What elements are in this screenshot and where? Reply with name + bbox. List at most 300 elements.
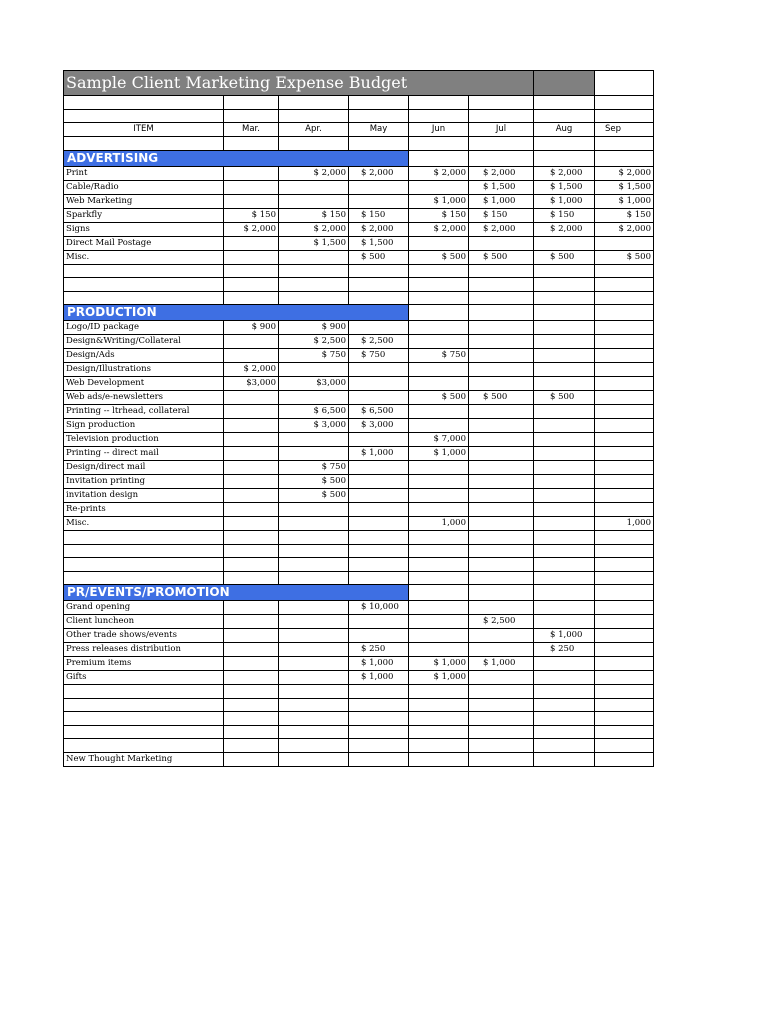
- empty-cell[interactable]: [224, 278, 279, 292]
- amount-cell-may[interactable]: [349, 194, 409, 208]
- amount-cell-sep[interactable]: $ 1,500: [595, 180, 654, 194]
- amount-cell-jul[interactable]: $ 500: [469, 250, 534, 264]
- amount-cell-apr[interactable]: $ 3,000: [279, 419, 349, 433]
- amount-cell-aug[interactable]: [534, 236, 595, 250]
- amount-cell-jul[interactable]: [469, 321, 534, 335]
- empty-cell[interactable]: [595, 150, 654, 166]
- amount-cell-apr[interactable]: $ 500: [279, 475, 349, 489]
- item-label-cell[interactable]: Re-prints: [64, 503, 224, 517]
- amount-cell-jun[interactable]: [409, 629, 469, 643]
- amount-cell-may[interactable]: [349, 629, 409, 643]
- amount-cell-jul[interactable]: [469, 377, 534, 391]
- empty-cell[interactable]: [469, 305, 534, 321]
- item-label-cell[interactable]: Gifts: [64, 671, 224, 685]
- empty-cell[interactable]: [469, 531, 534, 545]
- amount-cell-jun[interactable]: $ 1,000: [409, 194, 469, 208]
- column-header-mar[interactable]: Mar.: [224, 123, 279, 137]
- empty-cell[interactable]: [279, 96, 349, 110]
- empty-cell[interactable]: [595, 571, 654, 585]
- empty-cell[interactable]: [349, 712, 409, 726]
- empty-cell[interactable]: [409, 698, 469, 712]
- amount-cell-mar[interactable]: [224, 601, 279, 615]
- amount-cell-apr[interactable]: [279, 517, 349, 531]
- amount-cell-mar[interactable]: [224, 447, 279, 461]
- amount-cell-jun[interactable]: $ 2,000: [409, 222, 469, 236]
- amount-cell-sep[interactable]: [595, 503, 654, 517]
- amount-cell-jul[interactable]: $ 150: [469, 208, 534, 222]
- empty-cell[interactable]: [279, 544, 349, 558]
- amount-cell-apr[interactable]: [279, 643, 349, 657]
- amount-cell-may[interactable]: $ 6,500: [349, 405, 409, 419]
- amount-cell-aug[interactable]: [534, 321, 595, 335]
- empty-cell[interactable]: [224, 109, 279, 123]
- amount-cell-jun[interactable]: [409, 180, 469, 194]
- empty-cell[interactable]: [349, 531, 409, 545]
- amount-cell-aug[interactable]: [534, 615, 595, 629]
- amount-cell-apr[interactable]: $ 150: [279, 208, 349, 222]
- amount-cell-may[interactable]: [349, 503, 409, 517]
- amount-cell-sep[interactable]: [595, 349, 654, 363]
- amount-cell-apr[interactable]: [279, 363, 349, 377]
- amount-cell-jul[interactable]: [469, 236, 534, 250]
- amount-cell-sep[interactable]: [595, 321, 654, 335]
- empty-cell[interactable]: [469, 109, 534, 123]
- empty-cell[interactable]: [409, 305, 469, 321]
- amount-cell-may[interactable]: $ 500: [349, 250, 409, 264]
- amount-cell-aug[interactable]: [534, 419, 595, 433]
- empty-cell[interactable]: [534, 278, 595, 292]
- amount-cell-aug[interactable]: [534, 405, 595, 419]
- empty-cell[interactable]: [595, 698, 654, 712]
- empty-cell[interactable]: [595, 137, 654, 151]
- amount-cell-jun[interactable]: [409, 321, 469, 335]
- amount-cell-sep[interactable]: [595, 236, 654, 250]
- empty-cell[interactable]: [534, 109, 595, 123]
- empty-cell[interactable]: [349, 558, 409, 572]
- item-label-cell[interactable]: Invitation printing: [64, 475, 224, 489]
- amount-cell-sep[interactable]: [595, 419, 654, 433]
- amount-cell-aug[interactable]: [534, 335, 595, 349]
- amount-cell-jun[interactable]: [409, 419, 469, 433]
- amount-cell-mar[interactable]: [224, 405, 279, 419]
- empty-cell[interactable]: [409, 137, 469, 151]
- amount-cell-mar[interactable]: [224, 461, 279, 475]
- amount-cell-may[interactable]: $ 1,000: [349, 447, 409, 461]
- empty-cell[interactable]: [469, 585, 534, 601]
- amount-cell-mar[interactable]: [224, 489, 279, 503]
- amount-cell-jul[interactable]: $ 2,000: [469, 166, 534, 180]
- item-label-cell[interactable]: Television production: [64, 433, 224, 447]
- amount-cell-may[interactable]: [349, 391, 409, 405]
- amount-cell-jun[interactable]: 1,000: [409, 517, 469, 531]
- amount-cell-apr[interactable]: $3,000: [279, 377, 349, 391]
- empty-cell[interactable]: [409, 150, 469, 166]
- empty-cell[interactable]: [279, 291, 349, 305]
- empty-cell[interactable]: [595, 558, 654, 572]
- empty-cell[interactable]: [349, 752, 409, 766]
- empty-cell[interactable]: [595, 71, 654, 96]
- empty-cell[interactable]: [534, 544, 595, 558]
- amount-cell-mar[interactable]: [224, 643, 279, 657]
- empty-cell[interactable]: [534, 531, 595, 545]
- empty-cell[interactable]: [534, 685, 595, 699]
- empty-cell[interactable]: [279, 558, 349, 572]
- amount-cell-sep[interactable]: [595, 335, 654, 349]
- amount-cell-jul[interactable]: [469, 433, 534, 447]
- amount-cell-may[interactable]: $ 3,000: [349, 419, 409, 433]
- empty-cell[interactable]: [279, 739, 349, 753]
- amount-cell-jun[interactable]: $ 750: [409, 349, 469, 363]
- amount-cell-jul[interactable]: [469, 601, 534, 615]
- empty-cell[interactable]: [534, 739, 595, 753]
- amount-cell-may[interactable]: [349, 517, 409, 531]
- empty-cell[interactable]: [64, 109, 224, 123]
- item-label-cell[interactable]: Design/Ads: [64, 349, 224, 363]
- empty-cell[interactable]: [469, 685, 534, 699]
- empty-cell[interactable]: [279, 531, 349, 545]
- empty-cell[interactable]: [409, 291, 469, 305]
- empty-cell[interactable]: [595, 585, 654, 601]
- empty-cell[interactable]: [534, 291, 595, 305]
- amount-cell-mar[interactable]: [224, 433, 279, 447]
- empty-cell[interactable]: [64, 291, 224, 305]
- empty-cell[interactable]: [534, 571, 595, 585]
- amount-cell-jul[interactable]: [469, 363, 534, 377]
- empty-cell[interactable]: [409, 544, 469, 558]
- empty-cell[interactable]: [595, 278, 654, 292]
- item-label-cell[interactable]: Client luncheon: [64, 615, 224, 629]
- section-header[interactable]: ADVERTISING: [64, 150, 409, 166]
- empty-cell[interactable]: [349, 264, 409, 278]
- item-label-cell[interactable]: Grand opening: [64, 601, 224, 615]
- amount-cell-sep[interactable]: [595, 433, 654, 447]
- empty-cell[interactable]: [349, 698, 409, 712]
- empty-cell[interactable]: [349, 544, 409, 558]
- amount-cell-sep[interactable]: $ 1,000: [595, 194, 654, 208]
- column-header-may[interactable]: May: [349, 123, 409, 137]
- amount-cell-jun[interactable]: [409, 489, 469, 503]
- amount-cell-jun[interactable]: [409, 363, 469, 377]
- empty-cell[interactable]: [409, 571, 469, 585]
- amount-cell-may[interactable]: [349, 489, 409, 503]
- empty-cell[interactable]: [469, 291, 534, 305]
- empty-cell[interactable]: [469, 571, 534, 585]
- amount-cell-jul[interactable]: [469, 447, 534, 461]
- amount-cell-may[interactable]: [349, 461, 409, 475]
- amount-cell-sep[interactable]: [595, 671, 654, 685]
- column-header-sep[interactable]: Sep: [595, 123, 654, 137]
- empty-cell[interactable]: [595, 96, 654, 110]
- empty-cell[interactable]: [224, 96, 279, 110]
- amount-cell-sep[interactable]: [595, 615, 654, 629]
- empty-cell[interactable]: [349, 725, 409, 739]
- amount-cell-may[interactable]: $ 2,500: [349, 335, 409, 349]
- amount-cell-may[interactable]: [349, 433, 409, 447]
- amount-cell-jun[interactable]: [409, 503, 469, 517]
- empty-cell[interactable]: [64, 558, 224, 572]
- empty-cell[interactable]: [534, 585, 595, 601]
- empty-cell[interactable]: [409, 725, 469, 739]
- empty-cell[interactable]: [224, 531, 279, 545]
- column-header-item[interactable]: ITEM: [64, 123, 224, 137]
- amount-cell-jul[interactable]: [469, 419, 534, 433]
- amount-cell-jul[interactable]: [469, 643, 534, 657]
- empty-cell[interactable]: [595, 739, 654, 753]
- empty-cell[interactable]: [534, 305, 595, 321]
- amount-cell-apr[interactable]: [279, 250, 349, 264]
- item-label-cell[interactable]: Other trade shows/events: [64, 629, 224, 643]
- amount-cell-mar[interactable]: $ 2,000: [224, 222, 279, 236]
- empty-cell[interactable]: [349, 685, 409, 699]
- empty-cell[interactable]: [595, 291, 654, 305]
- amount-cell-apr[interactable]: $ 2,000: [279, 166, 349, 180]
- amount-cell-mar[interactable]: [224, 475, 279, 489]
- empty-cell[interactable]: [595, 544, 654, 558]
- amount-cell-jul[interactable]: $ 2,000: [469, 222, 534, 236]
- amount-cell-apr[interactable]: $ 750: [279, 349, 349, 363]
- empty-cell[interactable]: [224, 725, 279, 739]
- amount-cell-jul[interactable]: [469, 629, 534, 643]
- amount-cell-aug[interactable]: $ 500: [534, 250, 595, 264]
- amount-cell-apr[interactable]: [279, 671, 349, 685]
- amount-cell-may[interactable]: [349, 475, 409, 489]
- amount-cell-aug[interactable]: [534, 517, 595, 531]
- empty-cell[interactable]: [595, 685, 654, 699]
- amount-cell-mar[interactable]: [224, 391, 279, 405]
- empty-cell[interactable]: [595, 531, 654, 545]
- amount-cell-jul[interactable]: $ 1,500: [469, 180, 534, 194]
- empty-cell[interactable]: [469, 264, 534, 278]
- empty-cell[interactable]: [279, 752, 349, 766]
- amount-cell-aug[interactable]: [534, 377, 595, 391]
- amount-cell-may[interactable]: $ 250: [349, 643, 409, 657]
- amount-cell-may[interactable]: $ 1,500: [349, 236, 409, 250]
- amount-cell-sep[interactable]: [595, 405, 654, 419]
- amount-cell-mar[interactable]: [224, 671, 279, 685]
- empty-cell[interactable]: [349, 109, 409, 123]
- empty-cell[interactable]: [64, 278, 224, 292]
- amount-cell-jun[interactable]: [409, 643, 469, 657]
- amount-cell-jun[interactable]: $ 500: [409, 391, 469, 405]
- empty-cell[interactable]: [224, 571, 279, 585]
- amount-cell-apr[interactable]: [279, 503, 349, 517]
- amount-cell-may[interactable]: [349, 377, 409, 391]
- amount-cell-apr[interactable]: [279, 629, 349, 643]
- empty-cell[interactable]: [224, 264, 279, 278]
- item-label-cell[interactable]: Design/Illustrations: [64, 363, 224, 377]
- section-header[interactable]: PRODUCTION: [64, 305, 409, 321]
- amount-cell-jun[interactable]: [409, 601, 469, 615]
- amount-cell-mar[interactable]: [224, 335, 279, 349]
- amount-cell-aug[interactable]: $ 2,000: [534, 166, 595, 180]
- item-label-cell[interactable]: Premium items: [64, 657, 224, 671]
- amount-cell-mar[interactable]: [224, 250, 279, 264]
- empty-cell[interactable]: [469, 712, 534, 726]
- amount-cell-jul[interactable]: [469, 335, 534, 349]
- item-label-cell[interactable]: Print: [64, 166, 224, 180]
- empty-cell[interactable]: [534, 137, 595, 151]
- amount-cell-mar[interactable]: [224, 166, 279, 180]
- amount-cell-aug[interactable]: [534, 475, 595, 489]
- empty-cell[interactable]: [64, 571, 224, 585]
- empty-cell[interactable]: [409, 752, 469, 766]
- amount-cell-jul[interactable]: $ 1,000: [469, 657, 534, 671]
- amount-cell-jul[interactable]: [469, 349, 534, 363]
- amount-cell-apr[interactable]: $ 1,500: [279, 236, 349, 250]
- empty-cell[interactable]: [409, 531, 469, 545]
- empty-cell[interactable]: [64, 96, 224, 110]
- empty-cell[interactable]: [279, 109, 349, 123]
- amount-cell-may[interactable]: $ 750: [349, 349, 409, 363]
- amount-cell-may[interactable]: [349, 321, 409, 335]
- column-header-aug[interactable]: Aug: [534, 123, 595, 137]
- amount-cell-sep[interactable]: [595, 475, 654, 489]
- empty-cell[interactable]: [534, 150, 595, 166]
- empty-cell[interactable]: [595, 712, 654, 726]
- amount-cell-jun[interactable]: [409, 377, 469, 391]
- amount-cell-sep[interactable]: $ 2,000: [595, 166, 654, 180]
- amount-cell-aug[interactable]: $ 150: [534, 208, 595, 222]
- amount-cell-aug[interactable]: $ 1,500: [534, 180, 595, 194]
- amount-cell-sep[interactable]: $ 150: [595, 208, 654, 222]
- empty-cell[interactable]: [279, 278, 349, 292]
- empty-cell[interactable]: [279, 712, 349, 726]
- amount-cell-apr[interactable]: [279, 447, 349, 461]
- item-label-cell[interactable]: Web ads/e-newsletters: [64, 391, 224, 405]
- item-label-cell[interactable]: Cable/Radio: [64, 180, 224, 194]
- empty-cell[interactable]: [534, 558, 595, 572]
- amount-cell-jul[interactable]: [469, 671, 534, 685]
- empty-cell[interactable]: [469, 544, 534, 558]
- amount-cell-jun[interactable]: [409, 335, 469, 349]
- amount-cell-jun[interactable]: $ 150: [409, 208, 469, 222]
- amount-cell-aug[interactable]: [534, 349, 595, 363]
- amount-cell-apr[interactable]: [279, 657, 349, 671]
- empty-cell[interactable]: [595, 264, 654, 278]
- amount-cell-jun[interactable]: $ 500: [409, 250, 469, 264]
- empty-cell[interactable]: [279, 571, 349, 585]
- amount-cell-sep[interactable]: [595, 363, 654, 377]
- item-label-cell[interactable]: Signs: [64, 222, 224, 236]
- amount-cell-aug[interactable]: [534, 461, 595, 475]
- amount-cell-jul[interactable]: [469, 475, 534, 489]
- amount-cell-mar[interactable]: [224, 236, 279, 250]
- amount-cell-aug[interactable]: $ 1,000: [534, 194, 595, 208]
- empty-cell[interactable]: [409, 712, 469, 726]
- amount-cell-mar[interactable]: [224, 194, 279, 208]
- amount-cell-jul[interactable]: $ 500: [469, 391, 534, 405]
- amount-cell-apr[interactable]: $ 750: [279, 461, 349, 475]
- amount-cell-jun[interactable]: [409, 461, 469, 475]
- empty-cell[interactable]: [224, 291, 279, 305]
- empty-cell[interactable]: [409, 685, 469, 699]
- amount-cell-may[interactable]: $ 150: [349, 208, 409, 222]
- empty-cell[interactable]: [534, 698, 595, 712]
- empty-cell[interactable]: [64, 264, 224, 278]
- empty-cell[interactable]: [64, 531, 224, 545]
- amount-cell-jun[interactable]: $ 1,000: [409, 671, 469, 685]
- amount-cell-jun[interactable]: $ 2,000: [409, 166, 469, 180]
- section-header[interactable]: PR/EVENTS/PROMOTION: [64, 585, 409, 601]
- amount-cell-may[interactable]: $ 2,000: [349, 166, 409, 180]
- amount-cell-jun[interactable]: [409, 475, 469, 489]
- empty-cell[interactable]: [349, 739, 409, 753]
- empty-cell[interactable]: [279, 685, 349, 699]
- empty-cell[interactable]: [349, 137, 409, 151]
- amount-cell-mar[interactable]: $3,000: [224, 377, 279, 391]
- empty-cell[interactable]: [224, 712, 279, 726]
- amount-cell-sep[interactable]: [595, 461, 654, 475]
- amount-cell-sep[interactable]: [595, 601, 654, 615]
- empty-cell[interactable]: [409, 264, 469, 278]
- amount-cell-jun[interactable]: $ 1,000: [409, 657, 469, 671]
- amount-cell-jun[interactable]: $ 1,000: [409, 447, 469, 461]
- amount-cell-sep[interactable]: $ 500: [595, 250, 654, 264]
- item-label-cell[interactable]: Direct Mail Postage: [64, 236, 224, 250]
- empty-cell[interactable]: [469, 278, 534, 292]
- empty-cell[interactable]: [64, 544, 224, 558]
- empty-cell[interactable]: [349, 96, 409, 110]
- amount-cell-sep[interactable]: [595, 489, 654, 503]
- amount-cell-mar[interactable]: [224, 615, 279, 629]
- amount-cell-mar[interactable]: $ 150: [224, 208, 279, 222]
- amount-cell-aug[interactable]: [534, 489, 595, 503]
- item-label-cell[interactable]: Web Development: [64, 377, 224, 391]
- item-label-cell[interactable]: Design/direct mail: [64, 461, 224, 475]
- empty-cell[interactable]: [469, 725, 534, 739]
- empty-cell[interactable]: [469, 698, 534, 712]
- empty-cell[interactable]: [469, 137, 534, 151]
- empty-cell[interactable]: [349, 291, 409, 305]
- amount-cell-may[interactable]: [349, 363, 409, 377]
- empty-cell[interactable]: [409, 585, 469, 601]
- amount-cell-sep[interactable]: $ 2,000: [595, 222, 654, 236]
- amount-cell-may[interactable]: $ 1,000: [349, 657, 409, 671]
- empty-cell[interactable]: [595, 109, 654, 123]
- item-label-cell[interactable]: Web Marketing: [64, 194, 224, 208]
- item-label-cell[interactable]: Misc.: [64, 250, 224, 264]
- amount-cell-apr[interactable]: $ 2,000: [279, 222, 349, 236]
- amount-cell-apr[interactable]: [279, 615, 349, 629]
- empty-cell[interactable]: [595, 752, 654, 766]
- footer-label[interactable]: New Thought Marketing: [64, 752, 224, 766]
- amount-cell-jul[interactable]: $ 2,500: [469, 615, 534, 629]
- amount-cell-jul[interactable]: [469, 503, 534, 517]
- empty-cell[interactable]: [469, 96, 534, 110]
- empty-cell[interactable]: [469, 739, 534, 753]
- amount-cell-mar[interactable]: [224, 503, 279, 517]
- amount-cell-mar[interactable]: [224, 180, 279, 194]
- amount-cell-jul[interactable]: [469, 461, 534, 475]
- empty-cell[interactable]: [595, 305, 654, 321]
- amount-cell-sep[interactable]: 1,000: [595, 517, 654, 531]
- amount-cell-apr[interactable]: [279, 180, 349, 194]
- item-label-cell[interactable]: Logo/ID package: [64, 321, 224, 335]
- amount-cell-may[interactable]: $ 10,000: [349, 601, 409, 615]
- empty-cell[interactable]: [534, 725, 595, 739]
- column-header-jul[interactable]: Jul: [469, 123, 534, 137]
- empty-cell[interactable]: [534, 96, 595, 110]
- amount-cell-jun[interactable]: [409, 236, 469, 250]
- empty-cell[interactable]: [224, 739, 279, 753]
- amount-cell-apr[interactable]: $ 6,500: [279, 405, 349, 419]
- empty-cell[interactable]: [469, 558, 534, 572]
- empty-cell[interactable]: [279, 725, 349, 739]
- empty-cell[interactable]: [349, 571, 409, 585]
- empty-cell[interactable]: [469, 752, 534, 766]
- empty-cell[interactable]: [409, 558, 469, 572]
- column-header-jun[interactable]: Jun: [409, 123, 469, 137]
